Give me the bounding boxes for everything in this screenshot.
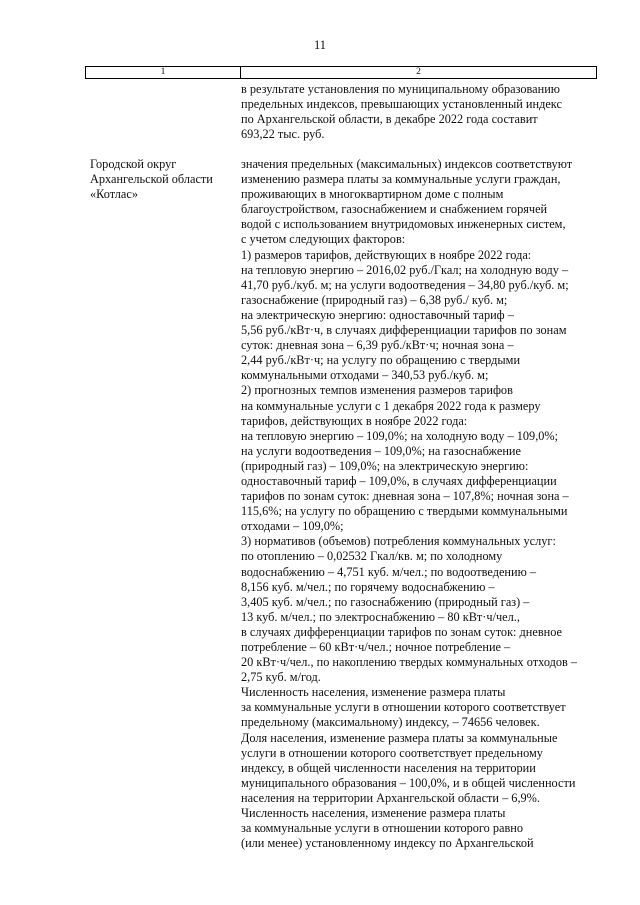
text-line: 1) размеров тарифов, действующих в ноябре 2022 года: <box>241 247 532 262</box>
text-line: водой с использованием внутридомовых инженерных систем, <box>241 217 566 232</box>
table-header-col-2: 2 <box>416 67 421 77</box>
text-line: индексу, в общей численности населения на территории <box>241 760 536 775</box>
text-line: муниципального образования – 100,0%, и в общей численности <box>241 775 576 790</box>
text-line: 5,56 руб./кВт·ч, в случаях дифференциации тарифов по зонам <box>241 323 567 338</box>
text-line: Доля населения, изменение размера платы за коммунальные <box>241 730 558 745</box>
text-line: 115,6%; на услугу по обращению с твердыми коммунальными <box>241 504 568 519</box>
text-line: 13 куб. м/чел.; по электроснабжению – 80 кВт·ч/чел., <box>241 609 520 624</box>
text-line: на электрическую энергию: одноставочный тариф – <box>241 307 514 322</box>
text-line: за коммунальные услуги в отношении которого равно <box>241 821 524 836</box>
continuation-text <box>241 82 562 142</box>
text-line: Численность населения, изменение размера платы <box>241 806 506 821</box>
text-line: 3) нормативов (объемов) потребления коммунальных услуг: <box>241 534 556 549</box>
text-line: проживающих в многоквартирном доме с полным <box>241 187 504 202</box>
text-line: тарифов, действующих в ноябре 2022 года: <box>241 413 468 428</box>
text-line: предельному (максимальному) индексу, – 74656 человек. <box>241 715 540 730</box>
text-line: 41,70 руб./куб. м; на услуги водоотведения – 34,80 руб./куб. м; <box>241 277 569 292</box>
text-line: (природный газ) – 109,0%; на электрическую энергию: <box>241 458 529 473</box>
municipality-name-line: «Котлас» <box>90 187 138 202</box>
text-line: с учетом следующих факторов: <box>241 232 406 247</box>
text-line: 2,44 руб./кВт·ч; на услугу по обращению с твердыми <box>241 353 521 368</box>
text-line: тарифов по зонам суток: дневная зона – 107,8%; ночная зона – <box>241 489 569 504</box>
text-line: 693,22 тыс. руб. <box>241 127 325 142</box>
text-line: 20 кВт·ч/чел., по накоплению твердых коммунальных отходов – <box>241 655 578 670</box>
page-number: 11 <box>313 38 327 52</box>
index-description-cell <box>241 157 577 851</box>
text-line: на услуги водоотведения – 109,0%; на газоснабжение <box>241 443 521 458</box>
text-line: населения на территории Архангельской области – 6,9%. <box>241 790 540 805</box>
text-line: 8,156 куб. м/чел.; по горячему водоснабжению – <box>241 579 495 594</box>
text-line: значения предельных (максимальных) индексов соответствуют <box>241 157 573 171</box>
text-line: в результате установления по муниципальному образованию <box>241 82 560 96</box>
municipality-name-line: Городской округ <box>90 157 177 171</box>
text-line: благоустройством, газоснабжением и снабжением горячей <box>241 202 548 217</box>
municipality-name-cell <box>90 157 213 202</box>
text-line: за коммунальные услуги в отношении которого соответствует <box>241 700 566 715</box>
text-line: 2,75 куб. м/год. <box>241 670 321 685</box>
text-line: на коммунальные услуги с 1 декабря 2022 года к размеру <box>241 398 541 413</box>
text-line: по Архангельской области, в декабре 2022 года составит <box>241 112 538 127</box>
text-line: 3,405 куб. м/чел.; по газоснабжению (природный газ) – <box>241 594 530 609</box>
text-line: водоснабжению – 4,751 куб. м/чел.; по водоотведению – <box>241 564 536 579</box>
text-line: 2) прогнозных темпов изменения размеров тарифов <box>241 383 513 398</box>
text-line: услуги в отношении которого соответствует предельному <box>241 745 543 760</box>
text-line: Численность населения, изменение размера платы <box>241 685 506 700</box>
text-line: потребление – 60 кВт·ч/чел.; ночное потребление – <box>241 640 511 654</box>
table-header-row <box>85 66 597 79</box>
text-line: предельных индексов, превышающих установленный индекс <box>241 97 562 112</box>
text-line: отходами – 109,0%; <box>241 519 344 534</box>
text-line: изменению размера платы за коммунальные услуги граждан, <box>241 172 561 187</box>
text-line: в случаях дифференциации тарифов по зонам суток: дневное <box>241 624 562 639</box>
text-line: (или менее) установленному индексу по Архангельской <box>241 836 534 851</box>
text-line: одноставочный тариф – 109,0%, в случаях дифференциации <box>241 473 557 488</box>
text-line: коммунальными отходами – 340,53 руб./куб. м; <box>241 368 489 383</box>
text-line: суток: дневная зона – 6,39 руб./кВт·ч; ночная зона – <box>241 338 514 353</box>
table-header-col-1: 1 <box>86 67 241 78</box>
text-line: газоснабжение (природный газ) – 6,38 руб./ куб. м; <box>241 292 508 307</box>
municipality-name-line: Архангельской области <box>90 172 213 187</box>
text-line: по отоплению – 0,02532 Гкал/кв. м; по холодному <box>241 549 503 564</box>
text-line: на тепловую энергию – 2016,02 руб./Гкал; на холодную воду – <box>241 262 569 277</box>
text-line: на тепловую энергию – 109,0%; на холодную воду – 109,0%; <box>241 428 559 443</box>
